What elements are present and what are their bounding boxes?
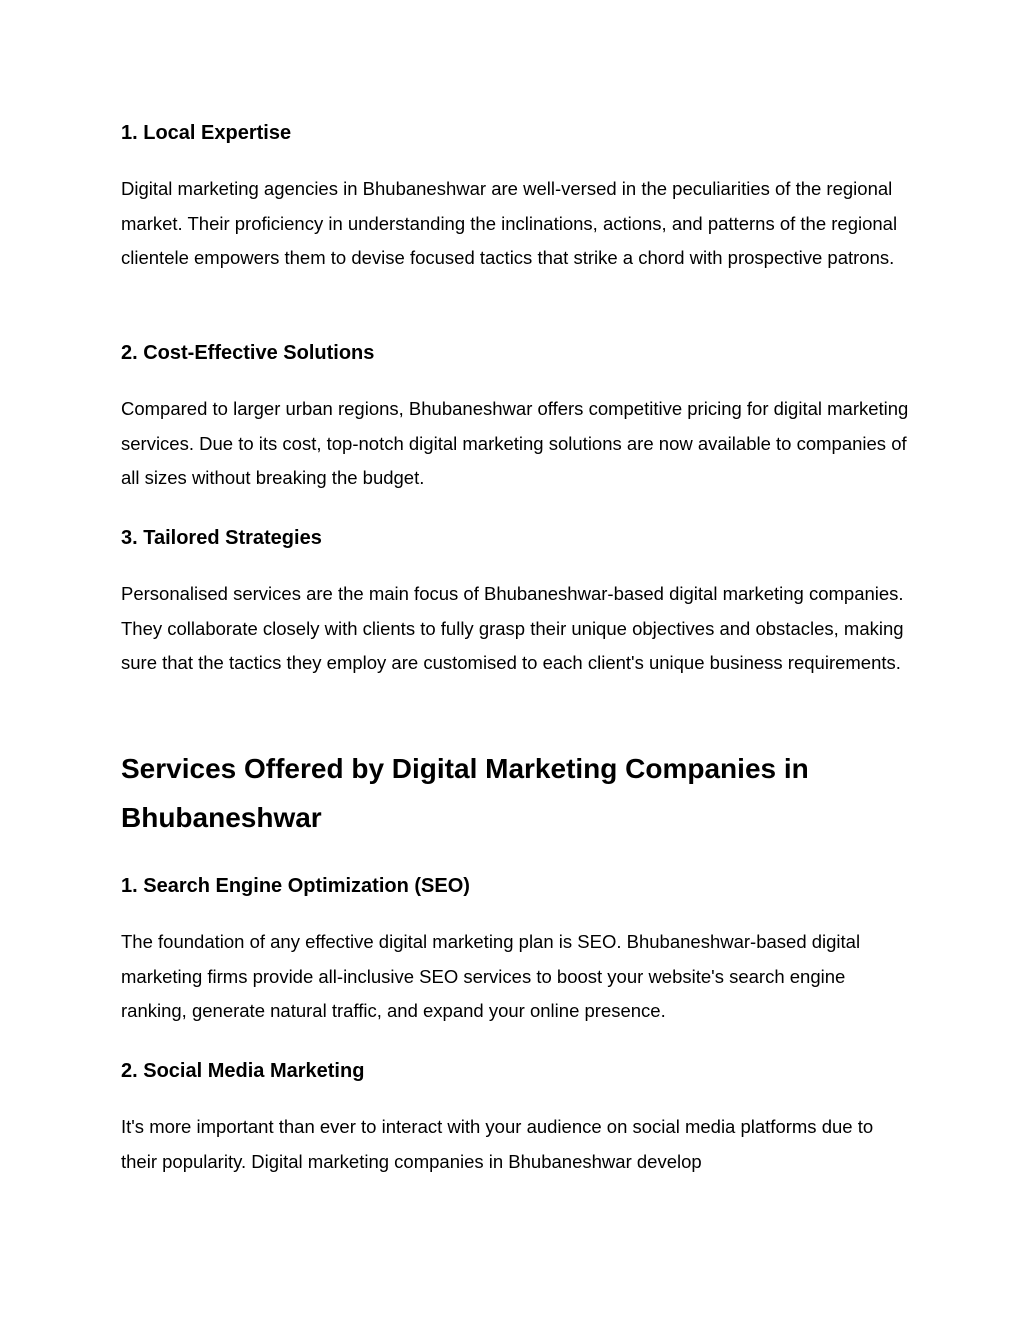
heading-seo: 1. Search Engine Optimization (SEO) [121,875,470,897]
paragraph-seo: The foundation of any effective digital marketing plan is SEO. Bhubaneshwar-based digital marketing firms provide all-inclusive SEO services to boost your website's search engine ranking, generate natural traffic, and expand your online presence. [121,931,861,1022]
paragraph-tailored-strategies: Personalised services are the main focus of Bhubaneshwar-based digital marketing companies. They collaborate closely with clients to fully grasp their unique objectives and obstacles, making sure that the tactics they employ are customised to each client's unique business requirements. [121,583,904,674]
heading-social-media-marketing: 2. Social Media Marketing [121,1060,365,1082]
heading-local-expertise: 1. Local Expertise [121,122,292,144]
paragraph-social-media-marketing: It's more important than ever to interact with your audience on social media platforms due to their popularity. Digital marketing companies in Bhubaneshwar develop [121,1116,874,1172]
paragraph-cost-effective: Compared to larger urban regions, Bhubaneshwar offers competitive pricing for digital marketing services. Due to its cost, top-notch digital marketing solutions are now available to companies of all sizes without breaking the budget. [121,398,909,489]
heading-cost-effective: 2. Cost-Effective Solutions [121,342,375,364]
paragraph-local-expertise: Digital marketing agencies in Bhubaneshwar are well-versed in the peculiarities of the regional market. Their proficiency in understanding the inclinations, actions, and patterns of the regional clientele empowers them to devise focused tactics that strike a chord with prospective patrons. [121,178,898,269]
services-section-title: Services Offered by Digital Marketing Companies in Bhubaneshwar [121,753,809,833]
heading-tailored-strategies: 3. Tailored Strategies [121,527,322,549]
